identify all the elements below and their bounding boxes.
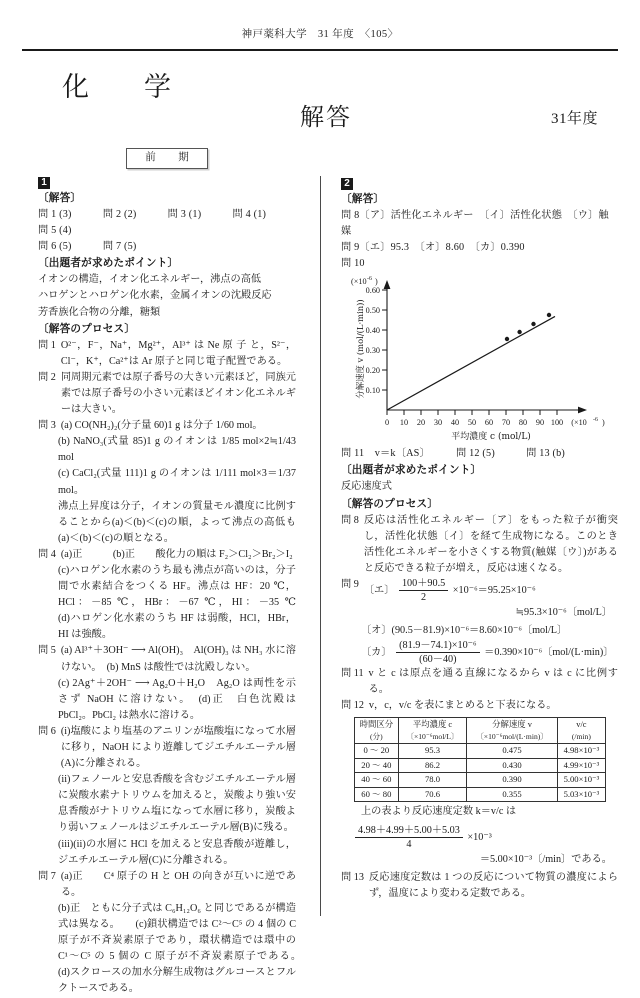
q3-line-explanation: 沸点上昇度は分子，イオンの質量モル濃度に比例することから(a)＜(b)＜(c)の順，よって沸点の高低も(a)＜(b)＜(c)の順となる。 bbox=[58, 500, 296, 544]
y-tick-marks bbox=[382, 290, 387, 390]
left-column bbox=[0, 152, 327, 995]
svg-text:0.60: 0.60 bbox=[365, 286, 380, 296]
k-fraction-denominator: 4 bbox=[406, 838, 412, 850]
svg-text:40: 40 bbox=[450, 418, 460, 428]
svg-text:0.30: 0.30 bbox=[365, 346, 380, 356]
x-axis-exponent-sup: -6 bbox=[593, 417, 598, 424]
cell-time: 60 〜 80 bbox=[354, 787, 399, 802]
q9-fraction-ka bbox=[396, 639, 480, 666]
col-header-time bbox=[354, 718, 399, 744]
left-answers-row-1: 問 1 (3) 問 2 (2) 問 3 (1) 問 4 (1) 問 5 (4) bbox=[38, 209, 298, 237]
q5-line-cd: (c) 2Ag⁺＋2OH⁻ ⟶ Ag₂O＋H₂O Ag₂O は両性を示さず NaOH に溶けない。 (d)正 白色沈殿は PbCl₂。PbCl₂ は熱水に溶ける。 bbox=[58, 677, 296, 721]
x-axis-exponent-close: ) bbox=[602, 418, 605, 428]
y-axis-arrow bbox=[384, 280, 391, 289]
k-result-line: ＝5.00×10⁻³〔/min〕である。 bbox=[479, 853, 612, 865]
right-points-heading: 〔出題者が求めたポイント〕 bbox=[341, 465, 482, 477]
y-axis-exponent-sup: -6 bbox=[367, 276, 372, 283]
process-item-q1 bbox=[38, 338, 296, 370]
answer-q11-q12-q13: 問 11 v＝k〔AS〕 問 12 (5) 問 13 (b) bbox=[341, 448, 566, 460]
q9-fraction-e-denominator: 2 bbox=[421, 591, 427, 603]
q11-label: 問 11 bbox=[341, 668, 364, 680]
cell-conc: 86.2 bbox=[399, 758, 467, 773]
col-header-ratio-unit: (/min) bbox=[571, 731, 591, 741]
col-header-rate bbox=[466, 718, 557, 744]
process-item-q2 bbox=[38, 370, 296, 418]
left-process-heading: 〔解答のプロセス〕 bbox=[38, 323, 136, 335]
table-body bbox=[354, 744, 605, 802]
col-header-conc-unit: 〔×10⁻⁶mol/L〕 bbox=[406, 731, 459, 741]
right-column bbox=[320, 176, 640, 916]
q12-body: v，c，v/c を表にまとめると下表になる。 bbox=[368, 700, 557, 712]
svg-text:20: 20 bbox=[416, 418, 426, 428]
col-header-ratio bbox=[558, 718, 605, 744]
data-point-3 bbox=[531, 322, 535, 326]
right-points-line: 反応速度式 bbox=[341, 481, 392, 493]
cell-rate: 0.475 bbox=[466, 744, 557, 759]
x-axis-exponent-label: (×10 bbox=[571, 418, 587, 428]
left-points-heading: 〔出題者が求めたポイント〕 bbox=[38, 258, 179, 270]
cell-conc: 95.3 bbox=[399, 744, 467, 759]
svg-text:0: 0 bbox=[384, 418, 390, 428]
q4-label: 問 4 bbox=[38, 548, 56, 560]
col-header-rate-unit: 〔×10⁻⁶mol/(L·min)〕 bbox=[476, 731, 548, 741]
q13-body: 反応速度定数は 1 つの反応について物質の濃度によらず，温度により変わる定数である。 bbox=[368, 871, 618, 899]
term-badge-wrap bbox=[38, 148, 296, 169]
q9-line-o: 〔オ〕(90.5－81.9)×10⁻⁶＝8.60×10⁻⁶〔mol/L〕 bbox=[361, 625, 568, 637]
q2-body: 同周期元素では原子番号の大きい元素ほど，同族元素では原子番号の小さい元素ほどイオン化エネルギーは大きい。 bbox=[60, 371, 296, 416]
svg-text:80: 80 bbox=[518, 418, 528, 428]
col-header-conc bbox=[399, 718, 467, 744]
answer-q10: 問 10 bbox=[341, 258, 365, 270]
two-column-body bbox=[0, 152, 640, 995]
q9-tail-ka: ＝0.390×10⁻⁶〔mol/(L·min)〕 bbox=[484, 646, 614, 658]
q11-body: v と c は原点を通る直線になるから v は c に比例する。 bbox=[368, 668, 618, 696]
table-header-row bbox=[354, 718, 605, 744]
svg-text:0.50: 0.50 bbox=[365, 306, 380, 316]
process-item-q9 bbox=[341, 577, 618, 604]
svg-text:100: 100 bbox=[550, 418, 564, 428]
q7-body: (a)正 C⁴ 原子の H と OH の向きが互いに逆である。 bbox=[60, 870, 296, 898]
svg-text:60: 60 bbox=[484, 418, 494, 428]
svg-text:50: 50 bbox=[467, 418, 477, 428]
left-points-line-2: ハロゲンとハロゲン化水素，金属イオンの沈殿反応 bbox=[38, 290, 272, 302]
process-item-q3 bbox=[38, 418, 296, 434]
svg-text:90: 90 bbox=[535, 418, 545, 428]
right-answers-heading: 〔解答〕 bbox=[341, 194, 385, 205]
table-row bbox=[354, 758, 605, 773]
q9-body bbox=[364, 577, 618, 604]
svg-text:10: 10 bbox=[399, 418, 409, 428]
q9-fraction-ka-numerator: (81.9－74.1)×10⁻⁶ bbox=[396, 639, 480, 653]
q5-label: 問 5 bbox=[38, 645, 56, 657]
cell-time: 40 〜 60 bbox=[354, 773, 399, 788]
q12-label: 問 12 bbox=[341, 700, 364, 712]
status-badge: 前 期 bbox=[126, 148, 208, 169]
process-item-q7 bbox=[38, 869, 296, 901]
svg-text:0.40: 0.40 bbox=[365, 326, 380, 336]
title-block bbox=[0, 51, 640, 147]
table-head bbox=[354, 718, 605, 744]
left-answers-row-2: 問 6 (5) 問 7 (5) bbox=[38, 241, 137, 253]
cell-conc: 78.0 bbox=[399, 773, 467, 788]
svg-text:70: 70 bbox=[501, 418, 511, 428]
col-header-ratio-main: v/c bbox=[576, 720, 587, 730]
left-points-line-1: イオンの構造，イオン化エネルギー，沸点の高低 bbox=[38, 274, 262, 286]
left-points-line-3: 芳香族化合物の分離，糖類 bbox=[38, 306, 161, 318]
q6-line-iii: (iii)(ii)の水層に HCl を加えると安息香酸が遊離し，ジエチルエーテル層(C)に分離される。 bbox=[58, 838, 296, 866]
answer-q8: 問 8〔ア〕活性化エネルギー 〔イ〕活性化状態 〔ウ〕触媒 bbox=[341, 210, 609, 238]
q9-bracket-e: 〔エ〕 bbox=[363, 584, 395, 596]
k-intro-line: 上の表より反応速度定数 k＝v/c は bbox=[361, 806, 517, 818]
x-tick-labels bbox=[385, 418, 563, 427]
data-point-2 bbox=[517, 330, 521, 334]
col-header-rate-main: 分解速度 v bbox=[492, 720, 532, 730]
y-axis-exponent-close: ) bbox=[375, 277, 378, 287]
table-row bbox=[354, 744, 605, 759]
section-1-marker-row bbox=[38, 175, 296, 190]
q6-line-ii: (ii)フェノールと安息香酸を含むジエチルエーテル層に炭酸水素ナトリウムを加えると，炭酸より強い安息香酸がナトリウム塩になって水層に移り，炭酸より弱いフェノールはジエチルエーテル層(B)に残る。 bbox=[58, 774, 296, 834]
process-item-q13 bbox=[341, 870, 618, 902]
col-header-time-main: 時間区分 bbox=[359, 720, 394, 730]
q4-body: (a)正 (b)正 酸化力の順は F₂＞Cl₂＞Br₂＞I₂ bbox=[60, 548, 293, 560]
data-point-1 bbox=[505, 337, 509, 341]
cell-time: 20 〜 40 bbox=[354, 758, 399, 773]
year-label: 31年度 bbox=[550, 111, 598, 127]
q7-line-bcd: (b)正 ともに分子式は C₆H₁₂O₆ と同じであるが構造式は異なる。 (c)鎖状構造では C²〜C⁵ の 4 個の C 原子が不斉炭素原子であり，環状構造では環中の C¹〜C⁵ の 5 個の C 原子が不斉炭素原子である。 (d)スクロースの加水分解生成物はグルコースとフルクトースである。 bbox=[58, 902, 317, 995]
q9-tail-e: ×10⁻⁶＝95.25×10⁻⁶ bbox=[452, 584, 536, 596]
cell-rate: 0.430 bbox=[466, 758, 557, 773]
best-fit-line bbox=[387, 317, 555, 411]
table-row bbox=[354, 787, 605, 802]
rate-vs-concentration-chart bbox=[341, 274, 611, 444]
section-number-2: 2 bbox=[341, 178, 353, 190]
q9-result-e: ≒95.3×10⁻⁶〔mol/L〕 bbox=[515, 606, 612, 618]
svg-text:30: 30 bbox=[433, 418, 443, 428]
q13-label: 問 13 bbox=[341, 871, 364, 883]
q2-label: 問 2 bbox=[38, 371, 56, 383]
q3-line-b: (b) NaNO₃(式量 85)1 g のイオンは 1/85 mol×2≒1/43 mol bbox=[58, 436, 296, 464]
cell-ratio: 5.03×10⁻³ bbox=[558, 787, 605, 802]
q8-body: 反応は活性化エネルギー〔ア〕をもった粒子が衝突し，活性化状態〔イ〕を経て生成物になる。このとき活性化エネルギーを小さくする物質(触媒〔ウ〕)があると反応できる粒子が増え，反応は速くなる。 bbox=[363, 514, 618, 574]
col-header-conc-main: 平均濃度 c bbox=[412, 720, 453, 730]
chart-svg bbox=[341, 274, 611, 444]
table-row bbox=[354, 773, 605, 788]
q9-fraction-e bbox=[399, 577, 448, 604]
q6-body: (i)塩酸により塩基のアニリンが塩酸塩になって水層に移り，NaOH により遊離してジエチルエーテル層(A)に分離される。 bbox=[60, 725, 296, 770]
left-answers-heading: 〔解答〕 bbox=[38, 193, 82, 205]
section-2-marker-row bbox=[341, 176, 618, 191]
process-item-q11 bbox=[341, 666, 618, 698]
q1-body: O²⁻，F⁻，Na⁺，Mg²⁺，Al³⁺ は Ne 原 子 と，S²⁻，Cl⁻，K⁺，Ca²⁺は Ar 原子と同じ電子配置である。 bbox=[60, 339, 296, 367]
process-item-q8 bbox=[341, 513, 618, 577]
x-axis-label: 平均濃度 c (mol/L) bbox=[451, 432, 531, 443]
process-item-q5 bbox=[38, 643, 296, 675]
q9-line-ka bbox=[341, 639, 618, 666]
q9-fraction-e-numerator: 100＋90.5 bbox=[399, 577, 448, 591]
page-title: 化 学 bbox=[62, 72, 185, 103]
process-item-q12 bbox=[341, 698, 618, 714]
x-tick-marks bbox=[387, 410, 557, 415]
k-equation-tail: ×10⁻³ bbox=[467, 831, 492, 843]
col-header-time-unit: (分) bbox=[370, 731, 383, 741]
x-axis-arrow bbox=[578, 407, 587, 414]
cell-rate: 0.390 bbox=[466, 773, 557, 788]
cell-time: 0 〜 20 bbox=[354, 744, 399, 759]
data-points bbox=[505, 313, 551, 341]
answer-q9: 問 9〔エ〕95.3 〔オ〕8.60 〔カ〕0.390 bbox=[341, 242, 525, 254]
k-fraction bbox=[355, 824, 463, 851]
q9-label: 問 9 bbox=[341, 578, 359, 590]
k-fraction-numerator: 4.98＋4.99＋5.00＋5.03 bbox=[355, 824, 463, 838]
process-item-q6 bbox=[38, 724, 296, 772]
y-axis-exponent-label: (×10 bbox=[351, 277, 367, 287]
right-process-heading: 〔解答のプロセス〕 bbox=[341, 498, 439, 510]
cell-conc: 70.6 bbox=[399, 787, 467, 802]
y-tick-labels bbox=[366, 286, 380, 395]
data-point-4 bbox=[547, 313, 551, 317]
section-number-1: 1 bbox=[38, 177, 50, 189]
q3-body: (a) CO(NH₂)₂(分子量 60)1 g は分子 1/60 mol。 bbox=[60, 420, 263, 432]
q3-line-c: (c) CaCl₂(式量 111)1 g のイオンは 1/111 mol×3＝1/37 mol。 bbox=[58, 468, 296, 496]
cell-ratio: 5.00×10⁻³ bbox=[558, 773, 605, 788]
q9-bracket-ka: 〔カ〕 bbox=[361, 646, 392, 658]
q9-fraction-ka-denominator: (60－40) bbox=[419, 654, 457, 666]
doc-type-title: 解答 bbox=[300, 105, 352, 131]
cell-ratio: 4.99×10⁻³ bbox=[558, 758, 605, 773]
svg-text:0.20: 0.20 bbox=[365, 366, 380, 376]
q6-label: 問 6 bbox=[38, 725, 56, 737]
k-equation-line bbox=[353, 824, 618, 851]
svg-text:0.10: 0.10 bbox=[365, 386, 380, 396]
y-axis-label: 分解速度 v (mol/(L·min)) bbox=[355, 299, 365, 400]
q7-label: 問 7 bbox=[38, 870, 56, 882]
q4-line-cd: (c)ハロゲン化水素のうち最も沸点が高いのは，分子間で水素結合をつくる HF。沸点は HF：20 ℃，HCl：－85 ℃，HBr：－67 ℃，HI：－35 ℃ (d)ハロゲン化水素のうち HF は弱酸，HCl，HBr，HI は強酸。 bbox=[58, 564, 327, 641]
q3-label: 問 3 bbox=[38, 420, 56, 432]
q8-label: 問 8 bbox=[341, 514, 359, 526]
q5-body: (a) Al³⁺＋3OH⁻ ⟶ Al(OH)₃ Al(OH)₃ は NH₃ 水に溶けない。 (b) MnS は酸性では沈殿しない。 bbox=[60, 645, 296, 673]
rate-data-table bbox=[354, 717, 606, 802]
q1-label: 問 1 bbox=[38, 339, 56, 351]
process-item-q4 bbox=[38, 547, 296, 563]
cell-ratio: 4.98×10⁻³ bbox=[558, 744, 605, 759]
running-head: 神戸薬科大学 31 年度 〈105〉 bbox=[241, 29, 399, 40]
cell-rate: 0.355 bbox=[466, 787, 557, 802]
